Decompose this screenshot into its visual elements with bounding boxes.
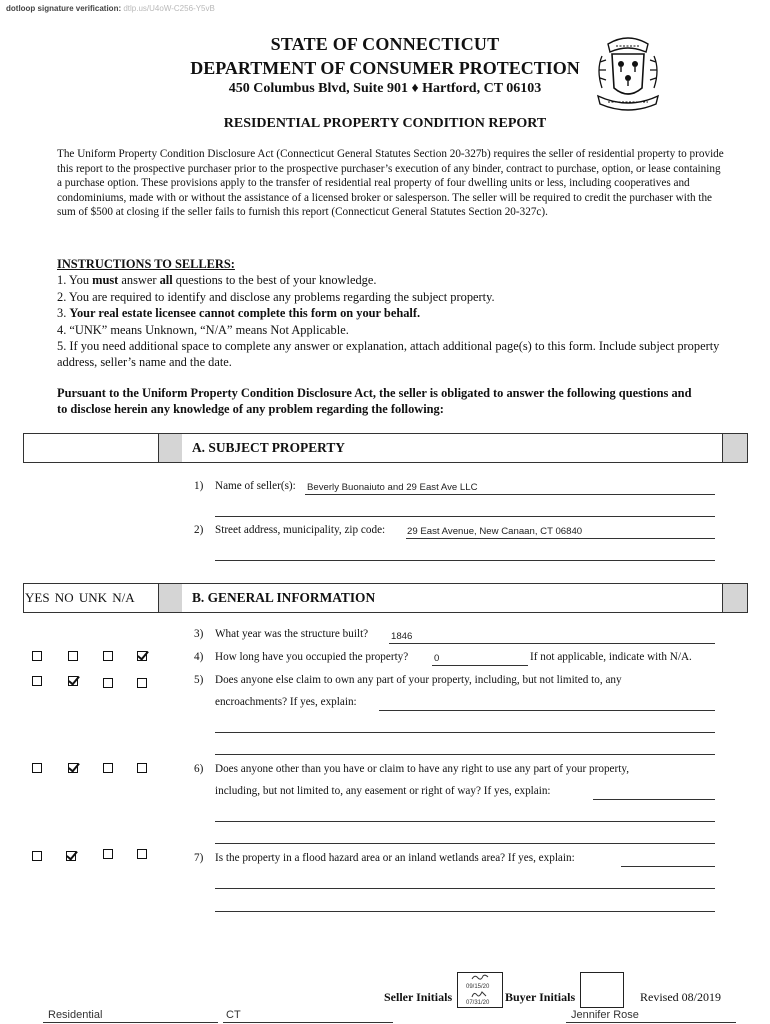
q6-line1: Does anyone other than you have or claim to have any right to use any part of your property, xyxy=(215,763,630,775)
q6-no-checkbox[interactable] xyxy=(68,763,78,773)
q2-extra-line[interactable] xyxy=(215,560,715,561)
q6-explain-line-3[interactable] xyxy=(215,843,715,844)
buyer-initials-box[interactable] xyxy=(580,972,624,1008)
report-title: RESIDENTIAL PROPERTY CONDITION REPORT xyxy=(223,116,547,131)
dotloop-label: dotloop signature verification: xyxy=(6,4,122,13)
form-type-field: Residential xyxy=(48,1009,103,1021)
q7-explain-line-2[interactable] xyxy=(215,888,715,889)
section-b-header xyxy=(23,583,748,613)
pursuant-statement: Pursuant to the Uniform Property Condition Disclosure Act, the seller is obligated to answer the following questions and to disclose herein any knowledge of any problem regarding the following: xyxy=(57,386,692,416)
section-a-header xyxy=(23,433,748,463)
q5-unk-checkbox[interactable] xyxy=(103,678,113,688)
seller-initials-signature-icon xyxy=(470,973,490,982)
q6-yes-checkbox[interactable] xyxy=(32,763,42,773)
connecticut-seal-icon xyxy=(594,30,662,116)
form-type-underline xyxy=(43,1022,218,1023)
section-a-endcap xyxy=(722,434,747,462)
q7-number: 7) xyxy=(194,852,204,864)
seller-name-field[interactable]: Beverly Buonaiuto and 29 East Ave LLC xyxy=(307,482,478,493)
q4-yes-checkbox[interactable] xyxy=(32,651,42,661)
q7-na-checkbox[interactable] xyxy=(137,849,147,859)
instruction-1: 1. You must answer all questions to the best of your knowledge. xyxy=(57,273,377,288)
q5-no-checkbox[interactable] xyxy=(68,676,78,686)
department-address: 450 Columbus Blvd, Suite 901 ♦ Hartford, CT 06103 xyxy=(228,81,542,96)
intro-paragraph: The Uniform Property Condition Disclosure Act (Connecticut General Statutes Section 20-327b) requires the seller of residential property to provide this report to the prospective purchaser prior to the prospective purchaser’s execution of any binder, contract to purchase, option, or lease containing a purchase option. These provisions apply to the transfer of residential real property of four dwelling units or less, including cooperatives and condominiums, made with or without the assistance of a licensed broker or salesperson. The seller will be required to credit the purchaser with the sum of $500 at closing if the seller fails to furnish this report (Connecticut General Statutes Section 20-327c). xyxy=(57,148,724,219)
section-b-endcap xyxy=(722,584,747,612)
agent-name-field: Jennifer Rose xyxy=(571,1009,639,1021)
section-a-title: A. SUBJECT PROPERTY xyxy=(182,434,724,462)
q1-label: Name of seller(s): xyxy=(215,480,296,492)
q3-number: 3) xyxy=(194,628,204,640)
q5-explain-line-3[interactable] xyxy=(215,754,715,755)
dotloop-verification xyxy=(6,4,215,13)
answer-columns-cell xyxy=(24,584,159,612)
section-b-shading xyxy=(159,584,182,612)
agent-name-underline xyxy=(566,1022,736,1023)
q6-line2: including, but not limited to, any easement or right of way? If yes, explain: xyxy=(215,785,551,797)
department-title: DEPARTMENT OF CONSUMER PROTECTION xyxy=(190,58,580,78)
q7-explain-line-1[interactable] xyxy=(621,866,715,867)
buyer-initials-label: Buyer Initials xyxy=(505,990,576,1004)
q3-label: What year was the structure built? xyxy=(215,628,369,640)
q6-unk-checkbox[interactable] xyxy=(103,763,113,773)
q2-label: Street address, municipality, zip code: xyxy=(215,524,386,536)
q7-explain-line-3[interactable] xyxy=(215,911,715,912)
q4-no-checkbox[interactable] xyxy=(68,651,78,661)
q6-na-checkbox[interactable] xyxy=(137,763,147,773)
state-title: STATE OF CONNECTICUT xyxy=(270,34,500,54)
q4-number: 4) xyxy=(194,651,204,663)
q7-yes-checkbox[interactable] xyxy=(32,851,42,861)
occupancy-duration-field[interactable]: 0 xyxy=(434,653,440,664)
answer-columns-header: YES NO UNK N/A xyxy=(25,590,135,605)
q5-explain-line-1[interactable] xyxy=(379,710,715,711)
state-underline xyxy=(223,1022,393,1023)
q2-underline xyxy=(406,538,715,539)
q5-na-checkbox[interactable] xyxy=(137,678,147,688)
q5-line1: Does anyone else claim to own any part of your property, including, but not limited to, any xyxy=(215,674,622,686)
seller-initials-label: Seller Initials xyxy=(384,990,453,1004)
q6-number: 6) xyxy=(194,763,204,775)
q4-label: How long have you occupied the property? xyxy=(215,651,409,663)
q4-na-checkbox[interactable] xyxy=(137,651,147,661)
instruction-2: 2. You are required to identify and disclose any problems regarding the subject property. xyxy=(57,289,495,304)
q6-explain-line-2[interactable] xyxy=(215,821,715,822)
section-b-title: B. GENERAL INFORMATION xyxy=(182,584,724,612)
q7-label: Is the property in a flood hazard area or an inland wetlands area? If yes, explain: xyxy=(215,852,575,864)
q3-underline xyxy=(389,643,715,644)
q5-explain-line-2[interactable] xyxy=(215,732,715,733)
street-address-field[interactable]: 29 East Avenue, New Canaan, CT 06840 xyxy=(407,526,583,537)
q4-unk-checkbox[interactable] xyxy=(103,651,113,661)
q2-number: 2) xyxy=(194,524,204,536)
q4-suffix: If not applicable, indicate with N/A. xyxy=(530,651,692,663)
q5-yes-checkbox[interactable] xyxy=(32,676,42,686)
section-a-shading xyxy=(159,434,182,462)
buyer-initials-signature-icon xyxy=(470,989,490,999)
instructions xyxy=(57,256,727,371)
q5-number: 5) xyxy=(194,674,204,686)
q4-underline xyxy=(432,665,528,666)
q7-no-checkbox[interactable] xyxy=(66,851,76,861)
state-field: CT xyxy=(226,1009,241,1021)
q1-number: 1) xyxy=(194,480,204,492)
instruction-5: 5. If you need additional space to complete any answer or explanation, attach additional page(s) to this form. Include subject property address, seller’s name and the date. xyxy=(57,339,720,370)
q7-unk-checkbox[interactable] xyxy=(103,849,113,859)
instruction-3: 3. Your real estate licensee cannot complete this form on your behalf. xyxy=(57,306,421,321)
dotloop-link[interactable]: dtlp.us/U4oW-C256-Y5vB xyxy=(123,4,215,13)
q6-explain-line-1[interactable] xyxy=(593,799,715,800)
instructions-title: INSTRUCTIONS TO SELLERS: xyxy=(57,257,235,271)
seller-initials-date-1: 09/15/20 xyxy=(466,984,490,990)
q1-extra-line[interactable] xyxy=(215,516,715,517)
seller-initials-date-2: 07/31/20 xyxy=(466,1000,490,1006)
instruction-4: 4. “UNK” means Unknown, “N/A” means Not Applicable. xyxy=(57,322,349,337)
year-built-field[interactable]: 1846 xyxy=(391,631,413,642)
q5-line2: encroachments? If yes, explain: xyxy=(215,696,357,708)
revision-date: Revised 08/2019 xyxy=(640,990,721,1004)
section-a-left-cell xyxy=(24,434,159,462)
q1-underline xyxy=(305,494,715,495)
